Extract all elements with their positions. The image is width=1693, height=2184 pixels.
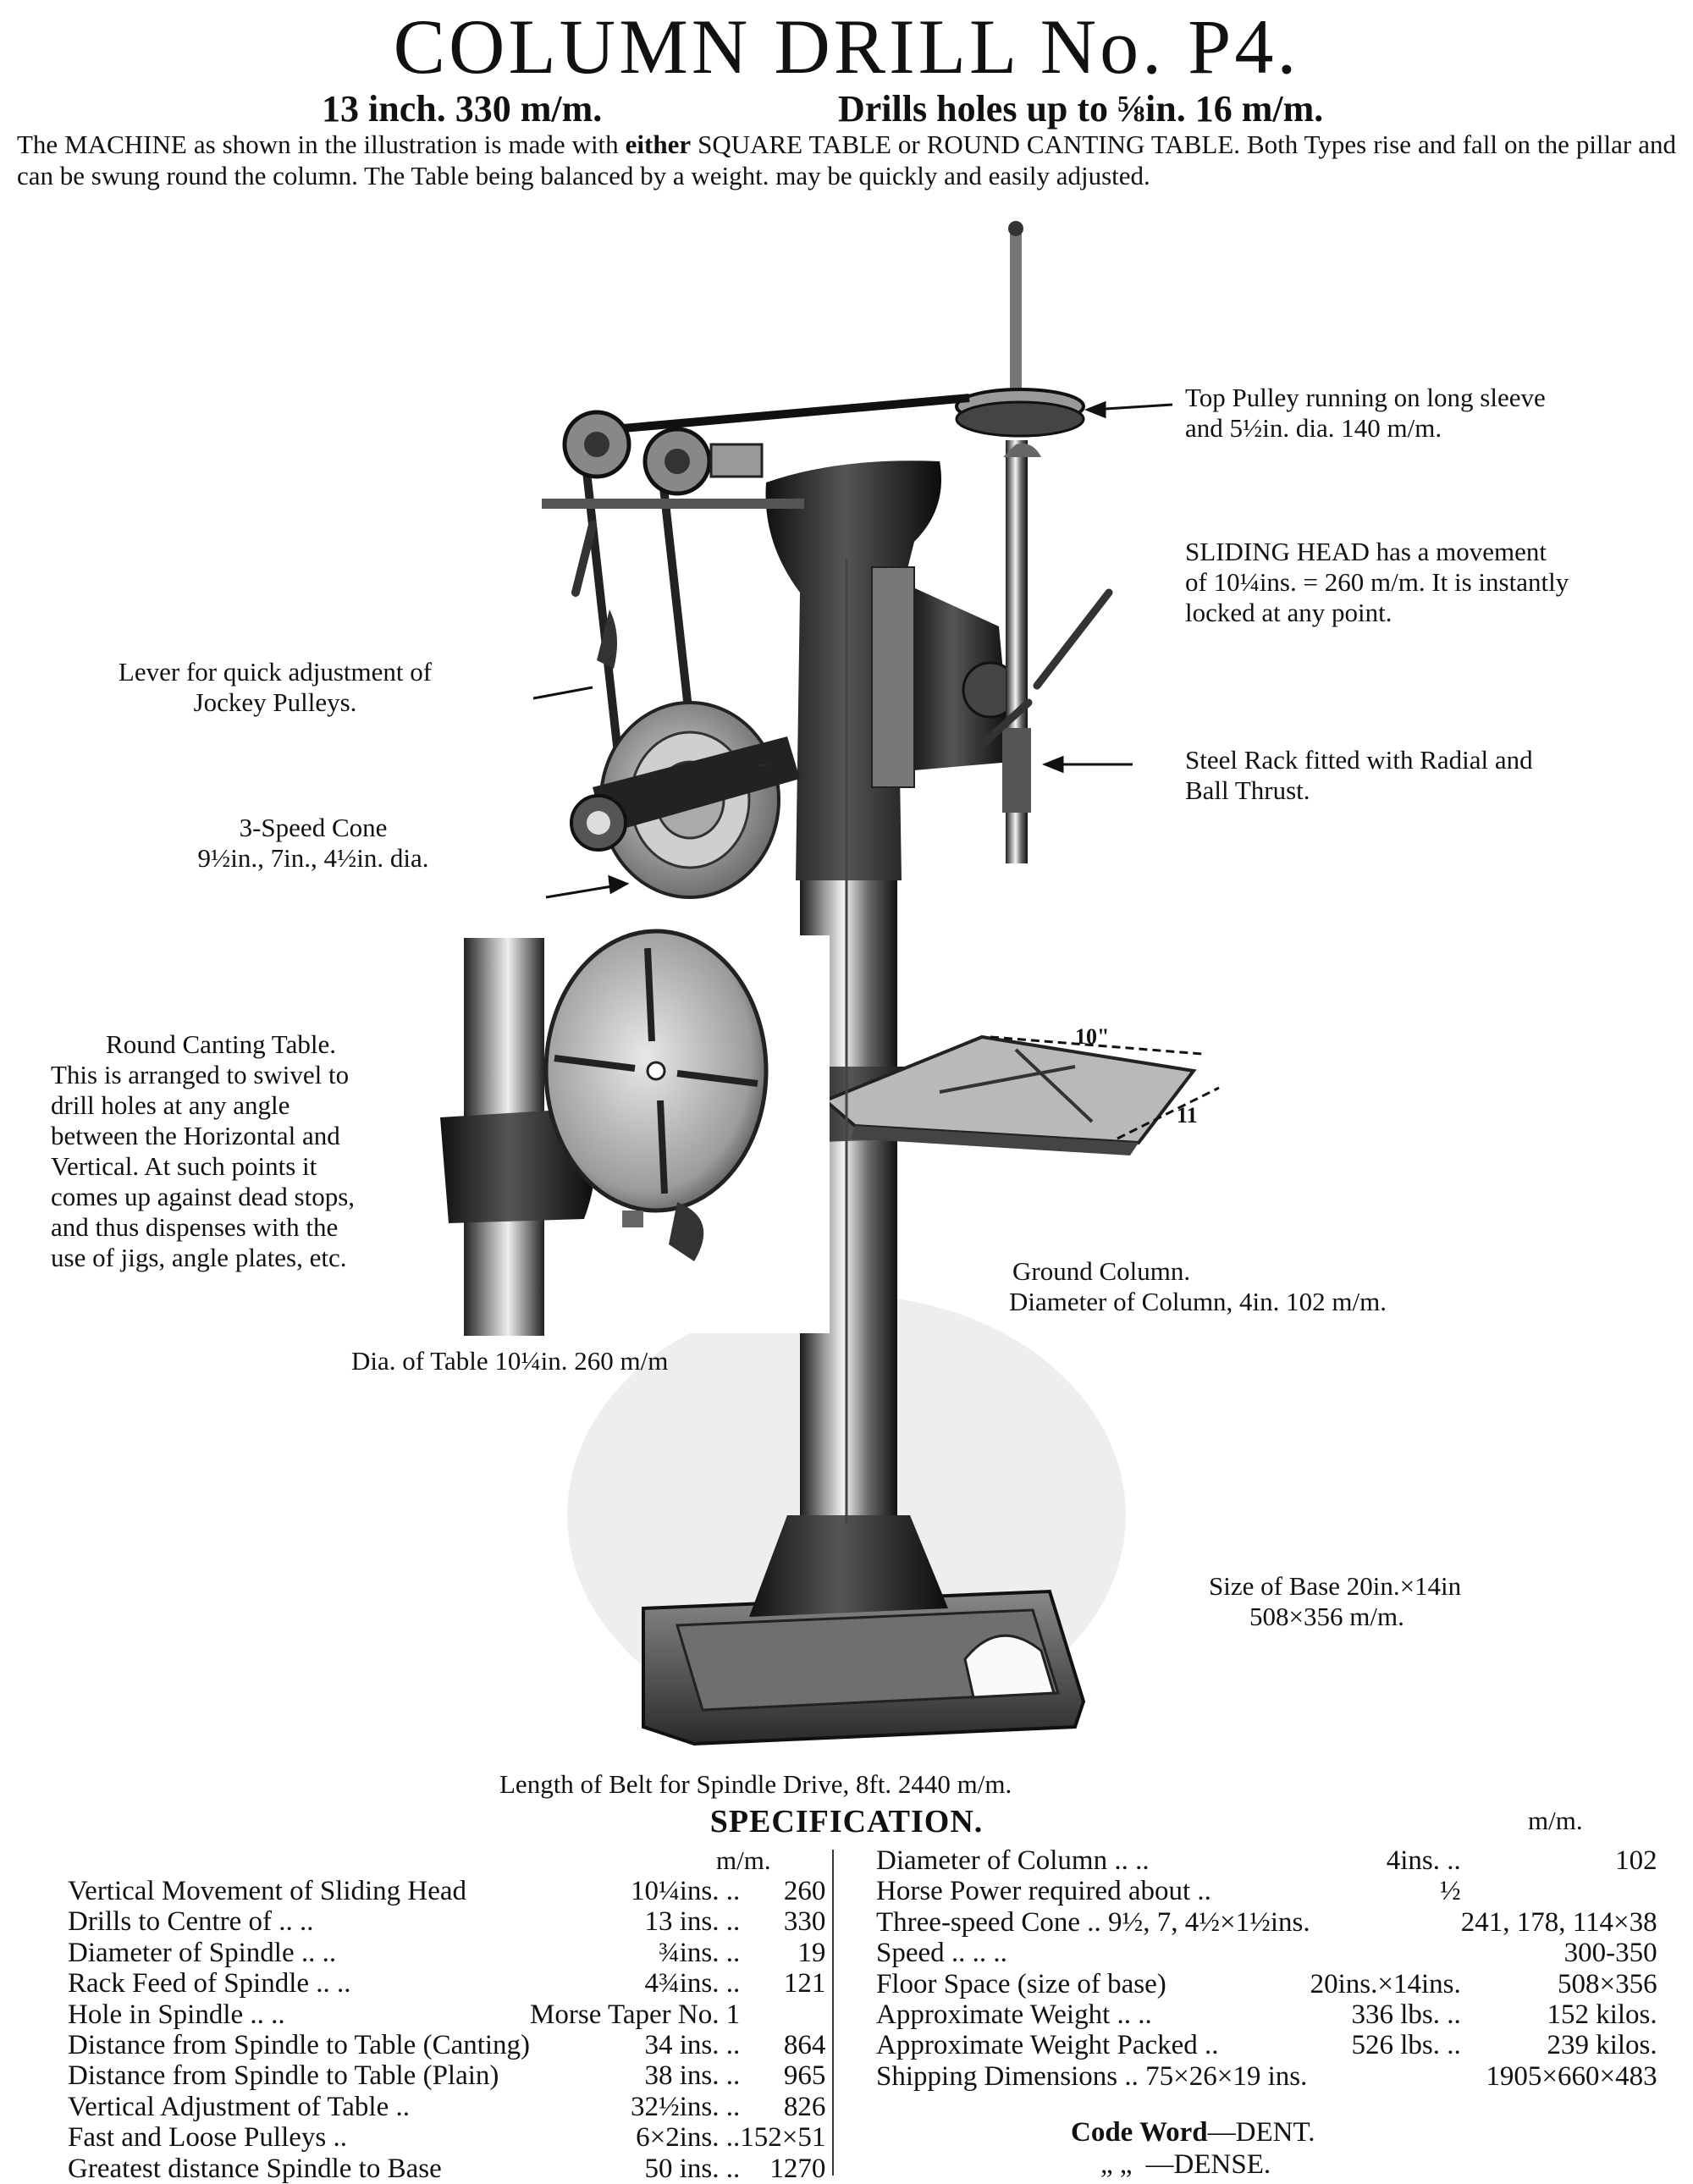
specification-heading: SPECIFICATION. (709, 1804, 984, 1839)
page-title: COLUMN DRILL No. P4. (393, 3, 1300, 90)
spec-metric: 1905×660×483 (1486, 2060, 1657, 2092)
callout-table-diameter: Dia. of Table 10¼in. 260 m/m (351, 1346, 669, 1376)
spindle-sleeve (1002, 728, 1031, 813)
spec-label: Shipping Dimensions .. 75×26×19 ins. (876, 2060, 1308, 2092)
spec-row (876, 1938, 1657, 1968)
spec-metric: 102 (1615, 1845, 1657, 1876)
spec-label: Vertical Adjustment of Table .. (68, 2091, 410, 2122)
jockey-lever (576, 525, 593, 593)
spec-divider (832, 1850, 834, 2176)
spec-row (68, 1906, 825, 1937)
spec-metric: 19 (797, 1937, 826, 1968)
spec-label: Greatest distance Spindle to Base (68, 2153, 442, 2184)
spec-imperial: 34 ins. .. (644, 2030, 741, 2061)
spec-imperial (1310, 2061, 1461, 2092)
spec-imperial: 4ins. .. (1386, 1845, 1461, 1876)
spec-imperial (1310, 1938, 1461, 1968)
spec-row (876, 1999, 1657, 2030)
spec-metric (1461, 1876, 1657, 1906)
spec-imperial: 526 lbs. .. (1351, 2030, 1461, 2061)
dimension-label-10: 10" (1075, 1024, 1110, 1049)
spec-table-right (876, 1845, 1657, 2092)
spec-table-left (68, 1876, 825, 2184)
spec-label: Fast and Loose Pulleys .. (68, 2122, 347, 2154)
spec-imperial: ½ (1440, 1876, 1461, 1907)
spec-metric: 508×356 (1558, 1968, 1657, 1999)
spec-imperial: 32½ins. .. (630, 2091, 741, 2122)
right-unit-header: m/m. (1528, 1806, 1583, 1835)
dimension-label-11: 11 (1177, 1103, 1198, 1128)
spec-metric: 300-350 (1563, 1938, 1657, 1969)
spec-imperial: ¾ins. .. (658, 1937, 741, 1968)
spec-row (68, 2122, 825, 2153)
spec-label: Rack Feed of Spindle .. .. (68, 1968, 351, 1999)
spec-imperial: 6×2ins. .. (636, 2122, 741, 2154)
spec-label: Diameter of Column .. .. (876, 1845, 1150, 1876)
spec-metric: 330 (783, 1906, 826, 1938)
spec-row (876, 1907, 1657, 1938)
spec-label: Speed .. .. .. (876, 1938, 1007, 1969)
spec-metric: 1270 (769, 2153, 826, 2184)
spec-metric (740, 1999, 825, 2030)
svg-text:...: ... (758, 752, 772, 770)
intro-text-part1: The MACHINE as shown in the illustration is made with (17, 130, 626, 159)
spec-metric: 152×51 (740, 2122, 826, 2154)
subtitle-size: 13 inch. 330 m/m. (322, 88, 603, 130)
spec-label: Distance from Spindle to Table (Canting) (68, 2030, 531, 2061)
spec-row (876, 2030, 1657, 2060)
feed-handle-1 (1037, 593, 1109, 686)
spec-label: Vertical Movement of Sliding Head (68, 1876, 467, 1906)
spec-row (68, 1999, 825, 2030)
spec-imperial: 10¼ins. .. (630, 1876, 741, 1906)
spec-label: Approximate Weight .. .. (876, 1999, 1152, 2031)
spec-label: Approximate Weight Packed .. (876, 2030, 1219, 2061)
spec-metric: 864 (783, 2030, 826, 2061)
spec-row (68, 1876, 825, 1906)
spec-row (876, 1845, 1657, 1876)
code-word-value1: —DENT. (1207, 2117, 1315, 2148)
spec-metric: 826 (783, 2091, 826, 2122)
callout-lever: Lever for quick adjustment of Jockey Pulleys. (118, 657, 433, 717)
subtitle-capacity: Drills holes up to ⅝in. 16 m/m. (838, 88, 1324, 130)
spec-metric: 241, 178, 114×38 (1460, 1906, 1657, 1938)
rack (872, 567, 914, 787)
spec-row (68, 2154, 825, 2184)
spec-imperial: 38 ins. .. (644, 2060, 741, 2092)
callout-canting-table: Round Canting Table. This is arranged to swivel to drill holes at any angle between the Horizontal and Vertical. At such points it comes up against dead stops, and thus dispenses with the use of jigs, angle plates, etc. (51, 1029, 356, 1272)
spec-row (876, 1876, 1657, 1906)
drive-belt (584, 398, 969, 432)
spec-label: Diameter of Spindle .. .. (68, 1937, 337, 1968)
spec-row (876, 2061, 1657, 2092)
spec-label: Drills to Centre of .. .. (68, 1906, 314, 1938)
spec-row (68, 1938, 825, 1968)
spec-metric: 260 (783, 1876, 826, 1906)
spec-row (68, 2030, 825, 2060)
spec-metric: 239 kilos. (1547, 2030, 1657, 2061)
callout-ground-column: Ground Column. Diameter of Column, 4in. 102 m/m. (1009, 1256, 1387, 1316)
spec-imperial: Morse Taper No. 1 (530, 1999, 741, 2030)
spec-imperial: 50 ins. .. (644, 2153, 741, 2184)
spec-row (876, 1969, 1657, 1999)
callout-top-pulley: Top Pulley running on long sleeve and 5½in. dia. 140 m/m. (1185, 383, 1546, 443)
spec-imperial: 20ins.×14ins. (1310, 1968, 1461, 1999)
spec-row (68, 2092, 825, 2122)
spec-imperial: 13 ins. .. (644, 1906, 741, 1938)
code-word-ditto: „ „ (1100, 2149, 1133, 2180)
spec-metric: 121 (783, 1968, 826, 1999)
spec-label: Three-speed Cone .. 9½, 7, 4½×1½ins. (876, 1906, 1310, 1938)
spec-metric: 965 (783, 2060, 826, 2092)
spec-row (68, 2060, 825, 2091)
code-word-value2: —DENSE. (1145, 2149, 1271, 2180)
callout-base-size: Size of Base 20in.×14in 508×356 m/m. (1209, 1571, 1462, 1631)
spindle-top-rod (1010, 229, 1022, 406)
spec-label: Hole in Spindle .. .. (68, 1999, 285, 2030)
callout-steel-rack: Steel Rack fitted with Radial and Ball Thrust. (1185, 745, 1533, 805)
callout-speed-cone: 3-Speed Cone 9½in., 7in., 4½in. dia. (197, 813, 429, 873)
code-word-line2 (1100, 2148, 1271, 2181)
spec-imperial: 4¾ins. .. (644, 1968, 741, 1999)
intro-text-part2: SQUARE TABLE or ROUND CANTING TABLE. Both Types rise and fall on the pillar and can be swung round the column. The Table being balanced by a weight. may be quickly and easily adjusted. (17, 130, 1676, 190)
spec-label: Horse Power required about .. (876, 1876, 1211, 1907)
callout-belt-length: Length of Belt for Spindle Drive, 8ft. 2440 m/m. (499, 1769, 1012, 1799)
spec-label: Distance from Spindle to Table (Plain) (68, 2060, 499, 2092)
left-unit-header: m/m. (716, 1845, 771, 1875)
callout-sliding-head: SLIDING HEAD has a movement of 10¼ins. = 260 m/m. It is instantly locked at any point. (1185, 537, 1569, 627)
spec-label: Floor Space (size of base) (876, 1968, 1166, 1999)
code-word-label: Code Word (1071, 2117, 1208, 2148)
code-word-line1 (1071, 2116, 1315, 2148)
spec-metric: 152 kilos. (1547, 1999, 1657, 2031)
intro-emphasis: either (625, 130, 692, 159)
spec-row (68, 1968, 825, 1999)
spec-imperial (1310, 1907, 1461, 1938)
spec-imperial: 336 lbs. .. (1351, 1999, 1461, 2031)
